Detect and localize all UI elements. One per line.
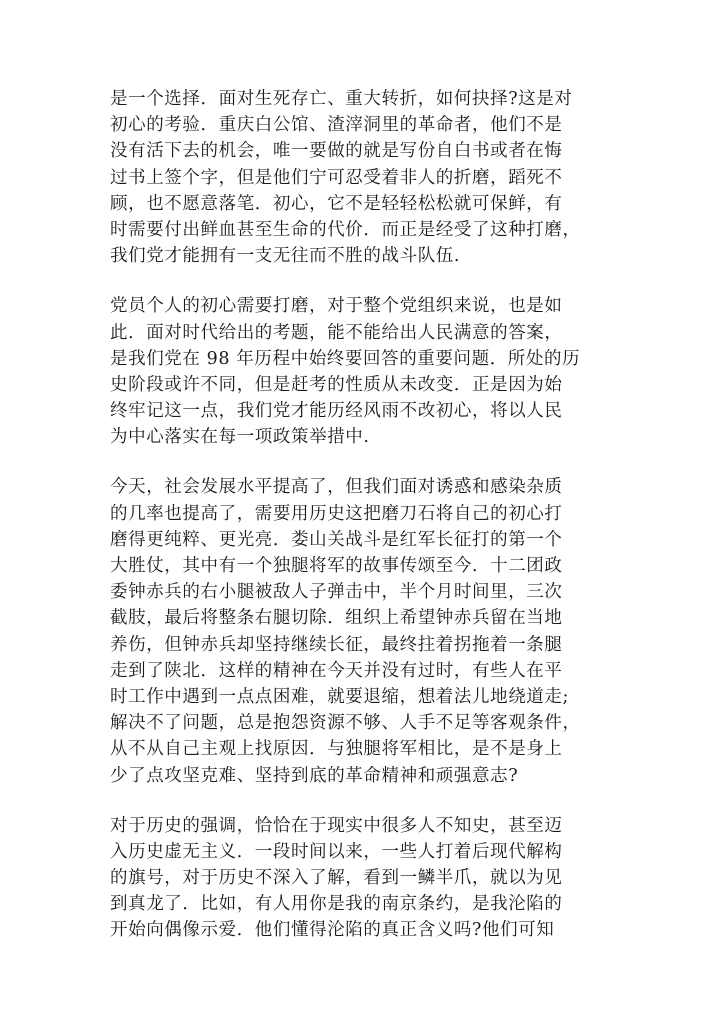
- text-line: 初心的考验．重庆白公馆、渣滓洞里的革命者，他们不是: [110, 115, 563, 136]
- text-line: 此．面对时代给出的考题，能不能给出人民满意的答案，: [110, 322, 563, 343]
- text-line: 时工作中遇到一点点困难，就要退缩，想着法儿地绕道走;: [110, 686, 569, 707]
- text-line: 截肢，最后将整条右腿切除．组织上希望钟赤兵留在当地: [110, 608, 563, 629]
- text-line: 委钟赤兵的右小腿被敌人子弹击中，半个月时间里，三次: [110, 582, 563, 603]
- text-line: 没有活下去的机会，唯一要做的就是写份自白书或者在悔: [110, 141, 563, 162]
- text-line: 的几率也提高了，需要用历史这把磨刀石将自己的初心打: [110, 503, 563, 524]
- text-line: 大胜仗，其中有一个独腿将军的故事传颂至今．十二团政: [110, 556, 563, 576]
- text-line: 入历史虚无主义．一段时间以来，一些人打着后现代解构: [110, 841, 563, 862]
- text-line: 的旗号，对于历史不深入了解，看到一鳞半爪，就以为见: [110, 868, 563, 889]
- text-line: 开始向偶像示爱．他们懂得沦陷的真正含义吗?他们可知: [110, 920, 555, 941]
- text-line: 党员个人的初心需要打磨，对于整个党组织来说，也是如: [110, 296, 563, 317]
- text-line: 过书上签个字，但是他们宁可忍受着非人的折磨，蹈死不: [110, 167, 563, 188]
- text-line: 终牢记这一点，我们党才能历经风雨不改初心，将以人民: [110, 401, 563, 422]
- text-line: 今天，社会发展水平提高了，但我们面对诱惑和感染杂质: [110, 477, 563, 498]
- text-line: 我们党才能拥有一支无往而不胜的战斗队伍.: [110, 246, 461, 267]
- text-line: 少了点攻坚克难、坚持到底的革命精神和顽强意志?: [110, 765, 519, 786]
- text-line: 史阶段或许不同，但是赶考的性质从未改变．正是因为始: [110, 374, 563, 395]
- text-line: 为中心落实在每一项政策举措中.: [110, 427, 370, 448]
- text-line: 到真龙了．比如，有人用你是我的南京条约，是我沦陷的: [110, 894, 563, 915]
- text-line: 对于历史的强调，恰恰在于现实中很多人不知史，甚至迈: [110, 815, 563, 836]
- text-line: 解决不了问题，总是抱怨资源不够、人手不足等客观条件，: [110, 713, 581, 734]
- paragraph-4: [110, 813, 610, 944]
- document-page: [110, 86, 610, 968]
- paragraph-2: [110, 293, 610, 450]
- text-line: 是我们党在 98 年历程中始终要回答的重要问题．所处的历: [110, 348, 581, 369]
- text-line: 从不从自己主观上找原因．与独腿将军相比，是不是身上: [110, 739, 563, 760]
- text-line: 走到了陕北．这样的精神在今天并没有过时，有些人在平: [110, 660, 563, 681]
- text-line: 顾，也不愿意落笔．初心，它不是轻轻松松就可保鲜，有: [110, 193, 563, 214]
- text-line: 磨得更纯粹、更光亮．娄山关战斗是红军长征打的第一个: [110, 529, 563, 550]
- text-line: 养伤，但钟赤兵却坚持继续长征，最终拄着拐拖着一条腿: [110, 634, 563, 655]
- text-line: 是一个选择．面对生死存亡、重大转折，如何抉择?这是对: [110, 89, 573, 109]
- paragraph-1: [110, 86, 610, 269]
- paragraph-3: [110, 474, 610, 788]
- text-line: 时需要付出鲜血甚至生命的代价．而正是经受了这种打磨，: [110, 219, 581, 240]
